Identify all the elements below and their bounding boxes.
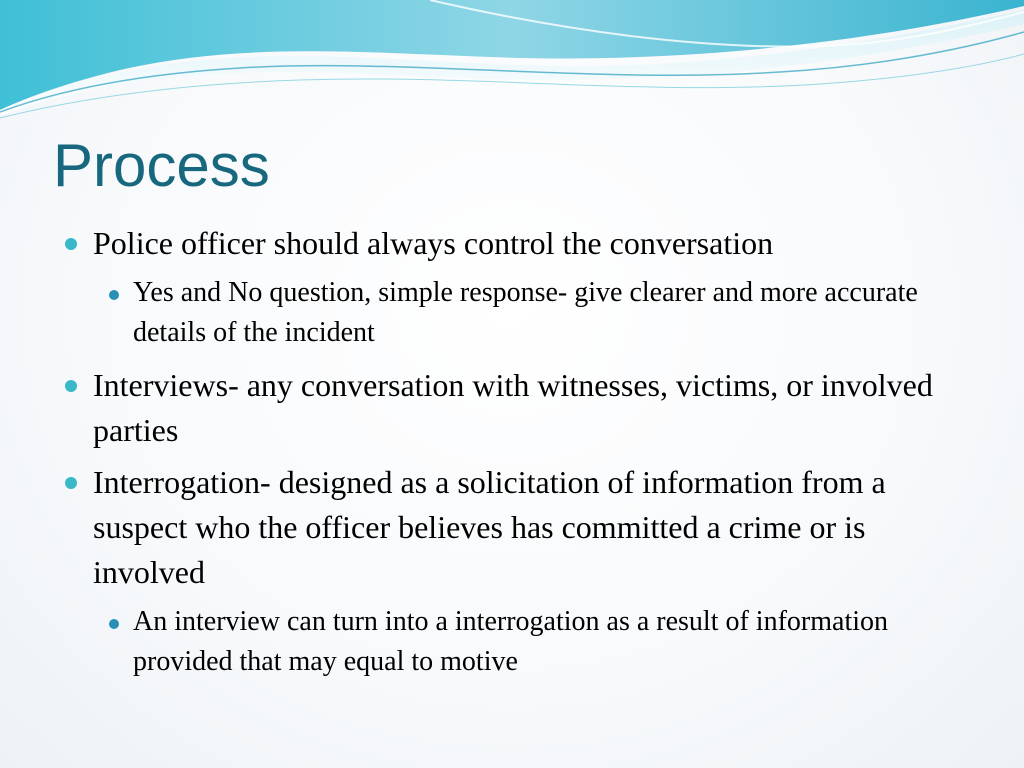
slide-content: [62, 221, 962, 692]
bullet-text: Interviews- any conversation with witnesses, victims, or involved parties: [93, 367, 933, 448]
bullet-dot-icon: [65, 238, 77, 250]
bullet-item: [62, 460, 962, 595]
bullet-dot-icon: [65, 380, 77, 392]
sub-bullet-dot-icon: [109, 619, 119, 629]
decorative-wave-banner: [0, 0, 1024, 140]
bullet-text: Interrogation- designed as a solicitation of information from a suspect who the officer believes has committed a crime or is involved: [93, 464, 886, 590]
bullet-text: Police officer should always control the conversation: [93, 225, 774, 261]
slide-title: Process: [53, 132, 270, 199]
bullet-item: [62, 363, 962, 453]
sub-bullet-item: [133, 602, 962, 682]
sub-bullet-text: Yes and No question, simple response- give clearer and more accurate details of the incident: [133, 277, 918, 348]
sub-bullet-item: [133, 273, 962, 353]
sub-bullet-dot-icon: [109, 290, 119, 300]
bullet-item: [62, 221, 962, 266]
sub-bullet-text: An interview can turn into a interrogation as a result of information provided that may equal to motive: [133, 606, 889, 677]
bullet-dot-icon: [65, 477, 77, 489]
